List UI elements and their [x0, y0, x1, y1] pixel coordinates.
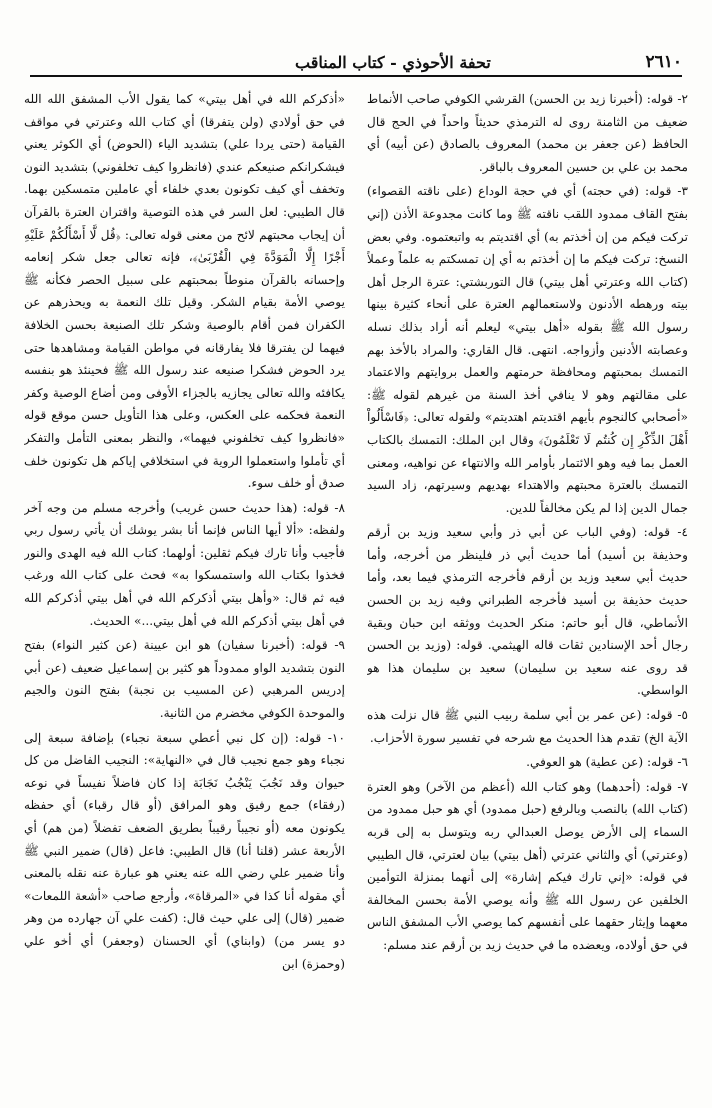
- paragraph: ٤- قوله: (وفي الباب عن أبي ذر وأبي سعيد وزيد بن أرقم وحذيفة بن أسيد) أما حديث أبي ذر فلينظر من أخرجه، وأما حديث أبي سعيد وزيد بن أرقم فأخرجه الترمذي فيما بعد، وأما حديث حذيفة بن أسيد فأخرجه الطبراني وفيه زيد بن الحسن الأنماطي، قال أبو حاتم: منكر الحديث ووثقه ابن حبان وبقية رجال أحد الإسنادين ثقات قاله الهيثمي. قوله: (وزيد بن الحسن قد روى عنه سعيد بن سليمان) سعيد بن سليمان هذا هو الواسطي.: [367, 525, 688, 698]
- text-columns: [24, 88, 688, 1096]
- paragraph: ٩- قوله: (أخبرنا سفيان) هو ابن عيينة (عن كثير النواء) بفتح النون بتشديد الواو ممدوداً هو كثير بن إسماعيل ضعيف (عن أبي إدريس المرهبي (عن المسيب بن نجبة) بفتح النون والجيم والموحدة الكوفي مخضرم من الثانية.: [24, 638, 345, 721]
- paragraph: ١٠- قوله: (إن كل نبي أعطي سبعة نجباء) بإضافة سبعة إلى نجباء وهو جمع نجيب قال في «النهاية»: النجيب الفاضل من كل حيوان وقد نَجُبَ يَنْجُبُ نَجَابَة إذا كان فاضلاً نفيساً في نوعه (رفقاء) جمع رفيق وهو المرافق (أو قال رقباء) أي حفظه يكونون معه (أو نجيباً رقيباً بطريق الضعف تفضلاً (من هم) أي الأربعة عشر (قلنا أنا) قال الطيبي: فاعل (قال) ضمير النبي ﷺ وأنا ضمير علي رضي الله عنه يعني هو عبارة عنه نقله بالمعنى أي مقوله أنا كذا في «المرقاة»، وأرجع صاحب «أشعة اللمعات» ضمير (قال) إلى علي حيث قال: (كفت علي آن جهارده من وهر دو يسر من) (وابناي) أي الحسنان (وجعفر) أي أخو علي (وحمزة) ابن: [24, 730, 345, 971]
- running-title: تحفة الأحوذي - كتاب المناقب: [295, 53, 491, 72]
- paragraph: ٦- قوله: (عن عطية) هو العوفي.: [526, 755, 688, 770]
- page-header: [30, 44, 682, 77]
- paragraph: «أذكركم الله في أهل بيتي» كما يقول الأب المشفق الله الله في حق أولادي (ولن يتفرقا) أي كتاب الله وعترتي في مواقف القيامة (حتى يردا علي) بتشديد الياء (الحوض) أي الكوثر يعني فيشكرانكم صنيعكم عندي (فانظروا كيف تخلفوني) بتشديد النون وتخفف أي كيف تكونون بعدي خلفاء أي عاملين متمسكين بهما. قال الطيبي: لعل السر في هذه التوصية واقتران العترة بالقرآن أن إيجاب محبتهم لائح من معنى قوله تعالى: ﴿قُل لَّا أَسْأَلُكُمْ عَلَيْهِ أَجْرًا إِلَّا الْمَوَدَّةَ فِي الْقُرْبَىٰ﴾، فإنه تعالى جعل شكر إنعامه وإحسانه بالقرآن منوطاً بمحبتهم على سبيل الحصر فكأنه ﷺ يوصي الأمة بقيام الشكر. وقيل تلك النعمة به ويحذرهم عن الكفران فمن أقام بالوصية وشكر تلك الصنيعة بحسن الخلافة فيهما لن يفترقا فلا يفارقانه في مواطن القيامة ومشاهدها حتى يرد الحوض فشكرا صنيعه عند رسول الله ﷺ فحينئذ هو بنفسه يكافئه والله تعالى يجازيه بالجزاء الأوفى ومن أضاع الوصية وكفر النعمة فحكمه على العكس، وعلى هذا التأويل حسن موقع قوله «فانظروا كيف تخلفوني فيهما»، والنظر بمعنى التأمل والتفكر أي تأملوا واستعملوا الروية في استخلافي إياكم هل تكونون خلف صدق أو خلف سوء.: [24, 92, 345, 491]
- page-number: ٢٦١٠: [645, 52, 682, 72]
- paragraph: ٢- قوله: (أخبرنا زيد بن الحسن) القرشي الكوفي صاحب الأنماط ضعيف من الثامنة روى له الترمذي حديثاً واحداً في الحج قال الحافظ (عن جعفر بن محمد) المعروف بالصادق (عن أبيه) أي محمد بن علي بن حسين المعروف بالباقر.: [367, 92, 688, 174]
- paragraph: ٣- قوله: (في حجته) أي في حجة الوداع (على ناقته القصواء) بفتح القاف ممدود اللقب ناقته ﷺ وما كانت مجدوعة الأذن (إني تركت فيكم من إن أخذتم به) أي اقتديتم به واتبعتموه. وفي بعض النسخ: تركت فيكم ما إن أخذتم به أي إن تمسكتم به علماً وعملاً (كتاب الله وعترتي أهل بيتي) قال التوربشتي: عترة الرجل أهل بيته ورهطه الأدنون ولاستعمالهم العترة على أنحاء كثيرة بينها رسول الله ﷺ بقوله «أهل بيتي» ليعلم أنه أراد بذلك نسله وعصابته الأدنين وأزواجه. انتهى. قال القاري: والمراد بالأخذ بهم التمسك بمحبتهم ومحافظة حرمتهم والعمل بروايتهم والاعتماد على مقالتهم وهو لا ينافي أخذ السنة من غيرهم لقوله ﷺ: «أصحابي كالنجوم بأيهم اقتديتم اهتديتم» ولقوله تعالى: ﴿فَاسْأَلُواْ أَهْلَ الذِّكْرِ إِن كُنتُم لَا تَعْلَمُونَ﴾ وقال ابن الملك: التمسك بالكتاب العمل بما فيه وهو الائتمار بأوامر الله والانتهاء عن نواهيه، ومعنى التمسك بالعترة محبتهم والاهتداء بهديهم وسيرتهم، زاد السيد جمال الدين إذا لم يكن مخالفاً للدين.: [367, 184, 688, 515]
- left-column: [24, 88, 345, 1096]
- paragraph: ٥- قوله: (عن عمر بن أبي سلمة ربيب النبي ﷺ قال نزلت هذه الآية الخ) تقدم هذا الحديث مع شرحه في تفسير سورة الأحزاب.: [367, 708, 688, 745]
- paragraph: ٨- قوله: (هذا حديث حسن غريب) وأخرجه مسلم من وجه آخر ولفظه: «ألا أيها الناس فإنما أنا بشر يوشك أن يأتي رسول ربي فأجيب وأنا تارك فيكم ثقلين: أولهما: كتاب الله فيه الهدى والنور فخذوا بكتاب الله واستمسكوا به» فحث على كتاب الله ورغب فيه ثم قال: «وأهل بيتي أذكركم الله في أهل بيتي أذكركم الله في أهل بيتي أذكركم الله في أهل بيتي...» الحديث.: [24, 500, 345, 628]
- right-column: [367, 88, 688, 1096]
- paragraph: ٧- قوله: (أحدهما) وهو كتاب الله (أعظم من الآخر) وهو العترة (كتاب الله) بالنصب وبالرفع (حبل ممدود) أي هو حبل ممدود من السماء إلى الأرض يوصل العبدالي ربه ويتوسل به إلى قربه (وعترتي) أي والثاني عترتي (أهل بيتي) بيان لعترتي، قال الطيبي في قوله: «إني تارك فيكم إشارة» إلى أنهما بمنزلة التوأمين الخلفين عن رسول الله ﷺ وأنه يوصي الأمة بحسن المخالفة معهما وإيثار حقهما على أنفسهم كما يوصي الأب المشفق الناس في حق أولاده، ويعضده ما في حديث زيد بن أرقم عند مسلم:: [367, 779, 688, 952]
